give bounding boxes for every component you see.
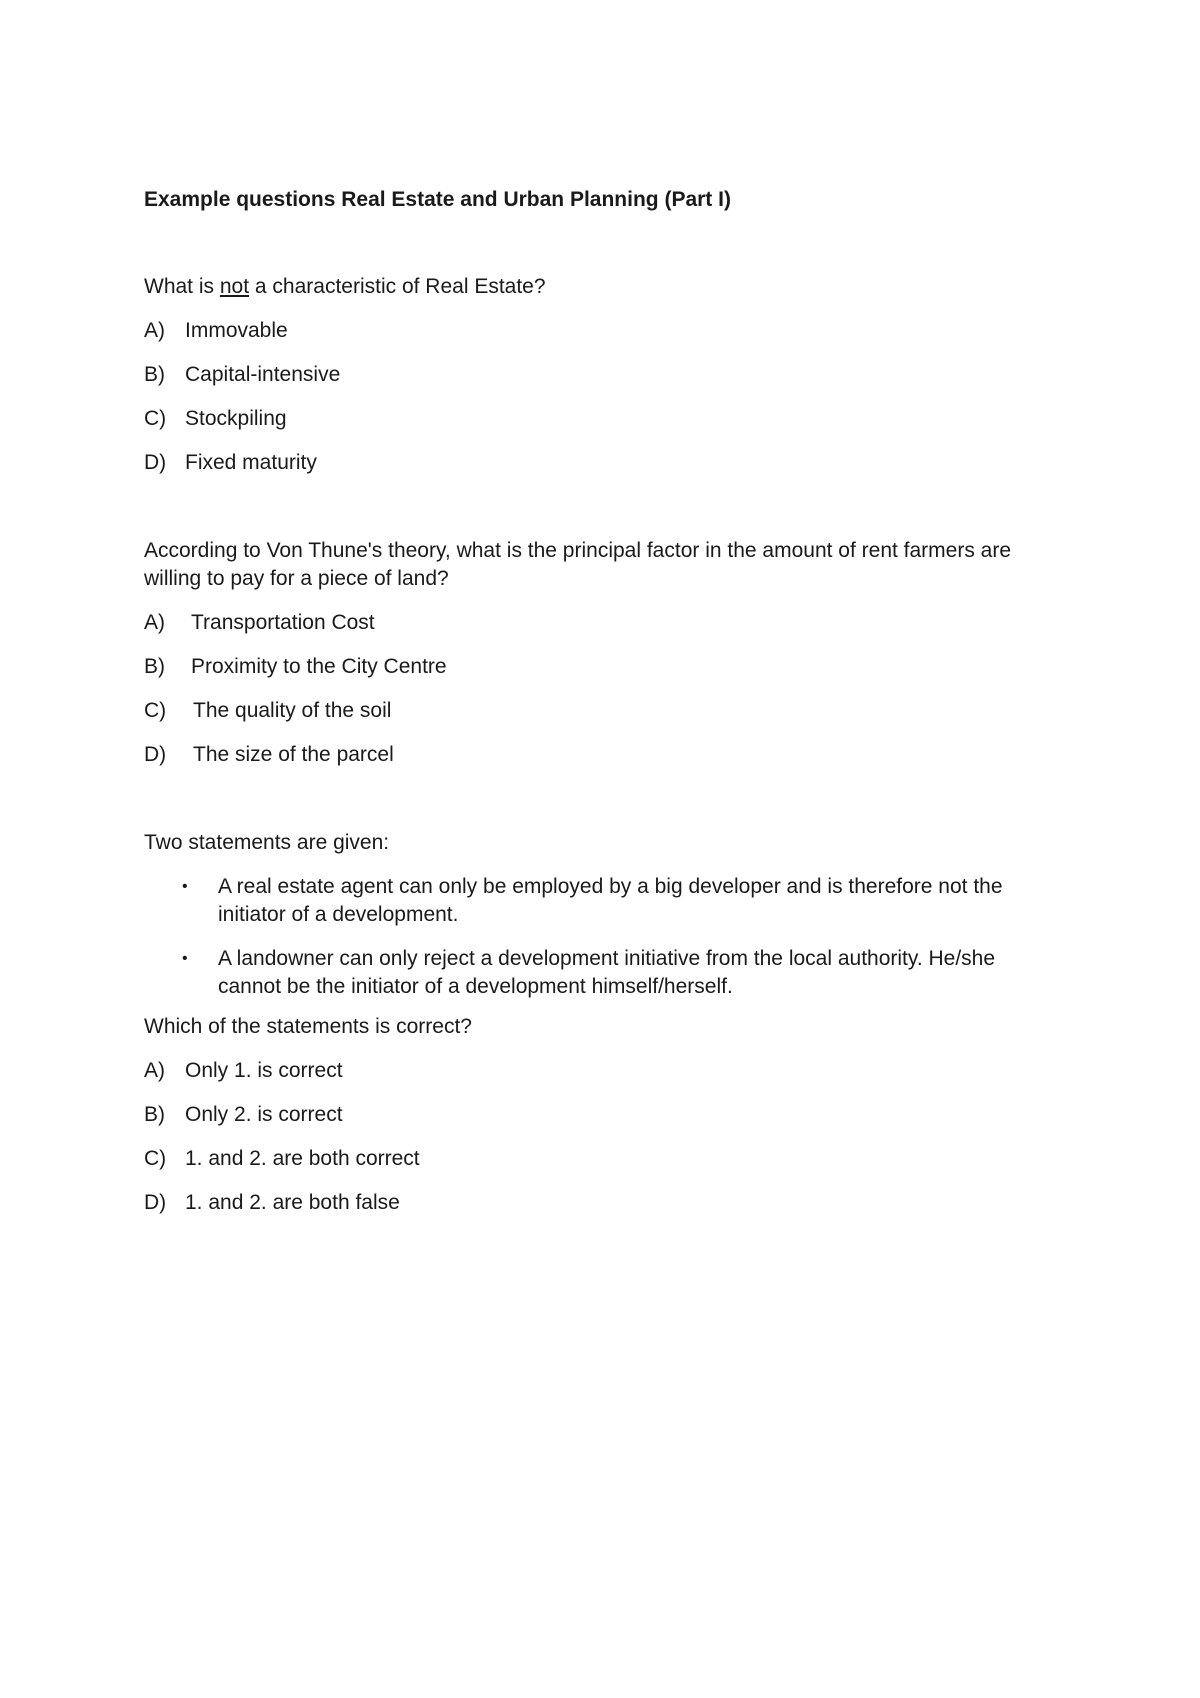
question-3-text: Which of the statements is correct? bbox=[144, 1015, 472, 1038]
statement-text: A real estate agent can only be employed by a big developer and is therefore not the initiator of a development. bbox=[218, 875, 1003, 926]
bullet-icon: • bbox=[182, 950, 188, 967]
question-2-options bbox=[144, 609, 1074, 769]
option-text: Transportation Cost bbox=[191, 611, 375, 634]
option-text: Only 2. is correct bbox=[185, 1103, 343, 1126]
question-1-text bbox=[144, 273, 1074, 301]
bullet-icon: • bbox=[182, 878, 188, 895]
question-1-option-d bbox=[144, 449, 1074, 477]
option-letter: A) bbox=[144, 1059, 165, 1082]
option-text: The quality of the soil bbox=[193, 699, 392, 722]
question-3-option-a bbox=[144, 1057, 1074, 1085]
statement-1 bbox=[144, 873, 1074, 929]
option-letter: B) bbox=[144, 1103, 165, 1126]
question-2-option-c bbox=[144, 697, 1074, 725]
statement-2 bbox=[144, 945, 1074, 1001]
option-text: Capital-intensive bbox=[185, 363, 341, 386]
option-text: Proximity to the City Centre bbox=[191, 655, 447, 678]
question-3-option-d bbox=[144, 1189, 1074, 1217]
option-text: Only 1. is correct bbox=[185, 1059, 343, 1082]
option-letter: A) bbox=[144, 319, 165, 342]
statement-list bbox=[144, 873, 1074, 1001]
question-1-prefix: What is bbox=[144, 275, 220, 298]
option-letter: A) bbox=[144, 611, 165, 634]
option-text: 1. and 2. are both false bbox=[185, 1191, 400, 1214]
question-1-underlined-word: not bbox=[219, 275, 250, 298]
question-2-option-d bbox=[144, 741, 1074, 769]
document-title: Example questions Real Estate and Urban Planning (Part I) bbox=[144, 188, 731, 211]
option-letter: C) bbox=[144, 1147, 167, 1170]
option-letter: C) bbox=[144, 699, 167, 722]
option-letter: D) bbox=[144, 451, 167, 474]
question-1-option-b bbox=[144, 361, 1074, 389]
question-1-options bbox=[144, 317, 1074, 477]
document-page bbox=[144, 186, 1074, 1217]
option-text: Stockpiling bbox=[185, 407, 287, 430]
option-text: 1. and 2. are both correct bbox=[185, 1147, 420, 1170]
question-1-option-c bbox=[144, 405, 1074, 433]
option-letter: B) bbox=[144, 363, 165, 386]
question-2 bbox=[144, 537, 1074, 769]
question-1-option-a bbox=[144, 317, 1074, 345]
option-letter: D) bbox=[144, 743, 167, 766]
statement-text: A landowner can only reject a development initiative from the local authority. He/she cannot be the initiator of a development himself/herself. bbox=[218, 947, 996, 998]
option-letter: C) bbox=[144, 407, 167, 430]
question-3-intro: Two statements are given: bbox=[144, 831, 390, 854]
option-text: Fixed maturity bbox=[185, 451, 317, 474]
question-3-options bbox=[144, 1057, 1074, 1217]
question-2-option-b bbox=[144, 653, 1074, 681]
question-1 bbox=[144, 273, 1074, 477]
question-3 bbox=[144, 829, 1074, 1217]
question-3-option-b bbox=[144, 1101, 1074, 1129]
option-letter: B) bbox=[144, 655, 165, 678]
option-letter: D) bbox=[144, 1191, 167, 1214]
option-text: The size of the parcel bbox=[193, 743, 394, 766]
question-2-option-a bbox=[144, 609, 1074, 637]
question-3-option-c bbox=[144, 1145, 1074, 1173]
option-text: Immovable bbox=[185, 319, 288, 342]
question-2-text: According to Von Thune's theory, what is the principal factor in the amount of rent farmers are willing to pay for a piece of land? bbox=[144, 539, 1012, 590]
question-1-suffix: a characteristic of Real Estate? bbox=[249, 275, 546, 298]
